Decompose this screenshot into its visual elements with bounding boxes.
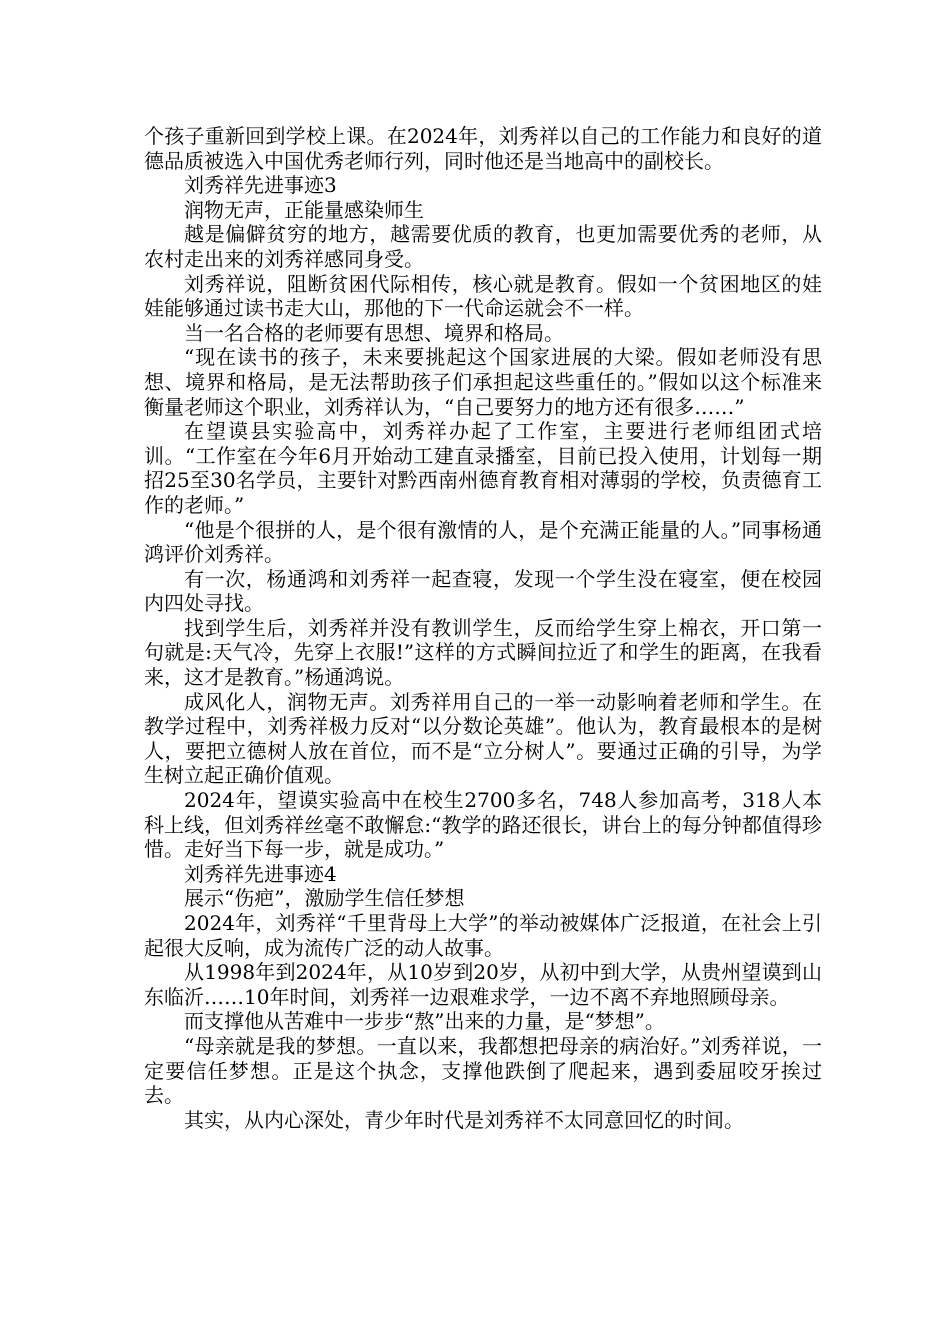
section-title: 刘秀祥先进事迹4 [184,861,337,886]
paragraph: 从1998年到2024年，从10岁到20岁，从初中到大学，从贵州望谟到山东临沂……10年时间，刘秀祥一边艰难求学，一边不离不弃地照顾母亲。 [144,960,822,1009]
section-title: 刘秀祥先进事迹3 [184,173,337,198]
paragraph: 找到学生后，刘秀祥并没有教训学生，反而给学生穿上棉衣，开口第一句就是:天气冷，先穿上衣服!”这样的方式瞬间拉近了和学生的距离，在我看来，这才是教育。”杨通鸿说。 [144,615,822,690]
paragraph: 成风化人，润物无声。刘秀祥用自己的一举一动影响着老师和学生。在教学过程中，刘秀祥极力反对“以分数论英雄”。他认为，教育最根本的是树人，要把立德树人放在首位，而不是“立分树人”。要通过正确的引导，为学生树立起正确价值观。 [144,689,822,788]
paragraph: 在望谟县实验高中，刘秀祥办起了工作室，主要进行老师组团式培训。“工作室在今年6月开始动工建直录播室，目前已投入使用，计划每一期招25至30名学员，主要针对黔西南州德育教育相对薄弱的学校，负责德育工作的老师。” [144,419,822,517]
paragraph: 越是偏僻贫穷的地方，越需要优质的教育，也更加需要优秀的老师，从农村走出来的刘秀祥感同身受。 [144,222,822,271]
paragraph: 而支撑他从苦难中一步步“熬”出来的力量，是“梦想”。 [184,1009,665,1034]
section-subtitle: 展示“伤疤”，激励学生信任梦想 [184,886,465,911]
paragraph: “他是个很拼的人，是个很有激情的人，是个充满正能量的人。”同事杨通鸿评价刘秀祥。 [144,517,822,567]
paragraph: 刘秀祥说，阻断贫困代际相传，核心就是教育。假如一个贫困地区的娃娃能够通过读书走大山，那他的下一代命运就会不一样。 [144,271,822,321]
paragraph: “母亲就是我的梦想。一直以来，我都想把母亲的病治好。”刘秀祥说，一定要信任梦想。正是这个执念，支撑他跌倒了爬起来，遇到委屈咬牙挨过去。 [144,1033,822,1108]
paragraph: 当一名合格的老师要有思想、境界和格局。 [184,320,564,345]
paragraph: 有一次，杨通鸿和刘秀祥一起查寝，发现一个学生没在寝室，便在校园内四处寻找。 [144,566,822,616]
section-subtitle: 润物无声，正能量感染师生 [184,197,424,222]
paragraph: “现在读书的孩子，未来要挑起这个国家进展的大梁。假如老师没有思想、境界和格局，是无法帮助孩子们承担起这些重任的。”假如以这个标准来衡量老师这个职业，刘秀祥认为，“自己要努力的地方还有很多……” [144,345,822,419]
paragraph: 个孩子重新回到学校上课。在2024年，刘秀祥以自己的工作能力和良好的道德品质被选入中国优秀老师行列，同时他还是当地高中的副校长。 [144,124,822,173]
paragraph: 2024年，刘秀祥“千里背母上大学”的举动被媒体广泛报道，在社会上引起很大反响，成为流传广泛的动人故事。 [144,911,822,960]
paragraph: 其实，从内心深处，青少年时代是刘秀祥不太同意回忆的时间。 [184,1107,744,1132]
paragraph: 2024年，望谟实验高中在校生2700多名，748人参加高考，318人本科上线，但刘秀祥丝毫不敢懈怠:“教学的路还很长，讲台上的每分钟都值得珍惜。走好当下每一步，就是成功。” [144,788,822,862]
document-page [144,124,822,1132]
